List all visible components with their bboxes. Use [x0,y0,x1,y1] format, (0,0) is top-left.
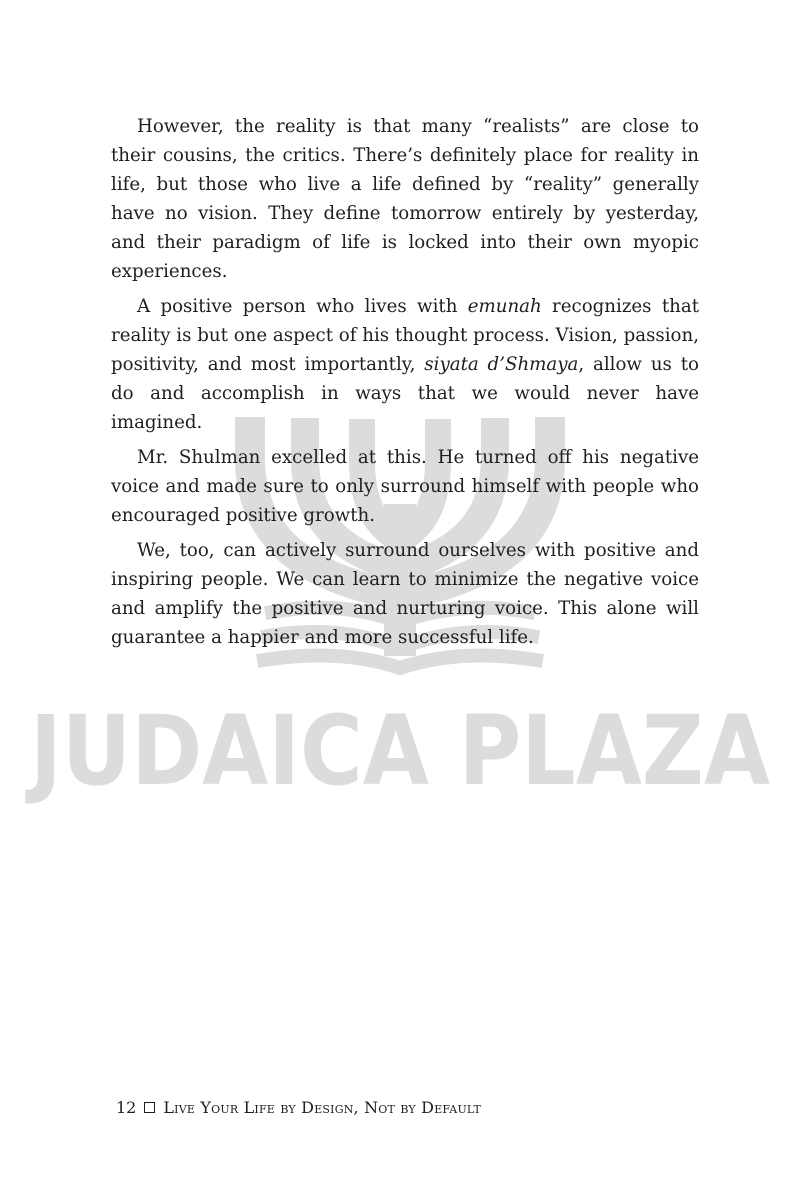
page-number: 12 [116,1098,137,1117]
paragraph-1: However, the reality is that many “realists” are close to their cousins, the critics. There’s definitely place for reality in life, but those who live a life defined by “reality” generally have no vision. They define tomorrow entirely by yesterday, and their paradigm of life is locked into their own myopic experiences. [111,116,699,282]
watermark-text: JUDAICA PLAZA [24,695,770,807]
emphasis-siyata-dshmaya: siyata d’Shmaya [424,354,579,375]
paragraph-2 [111,292,699,437]
square-separator-icon [144,1102,155,1113]
emphasis-emunah: emunah [467,296,542,317]
paragraph-2-text-b: recognizes that reality is but one aspect of his thought process. Vision, passion, positivity, and most importantly, [111,296,700,375]
running-title: Live Your Life by Design, Not by Default [163,1098,482,1117]
paragraph-3: Mr. Shulman excelled at this. He turned off his negative voice and made sure to only surround himself with people who encouraged positive growth. [111,447,699,526]
body-text [111,112,699,658]
page-footer [116,1098,481,1117]
paragraph-4: We, too, can actively surround ourselves with positive and inspiring people. We can learn to minimize the negative voice and amplify the positive and nurturing voice. This alone will guarantee a happier and more successful life. [111,540,699,648]
paragraph-2-text-a: A positive person who lives with [137,296,468,317]
paragraph-2-text-c: , allow us to do and accomplish in ways that we would never have imagined. [111,354,699,433]
